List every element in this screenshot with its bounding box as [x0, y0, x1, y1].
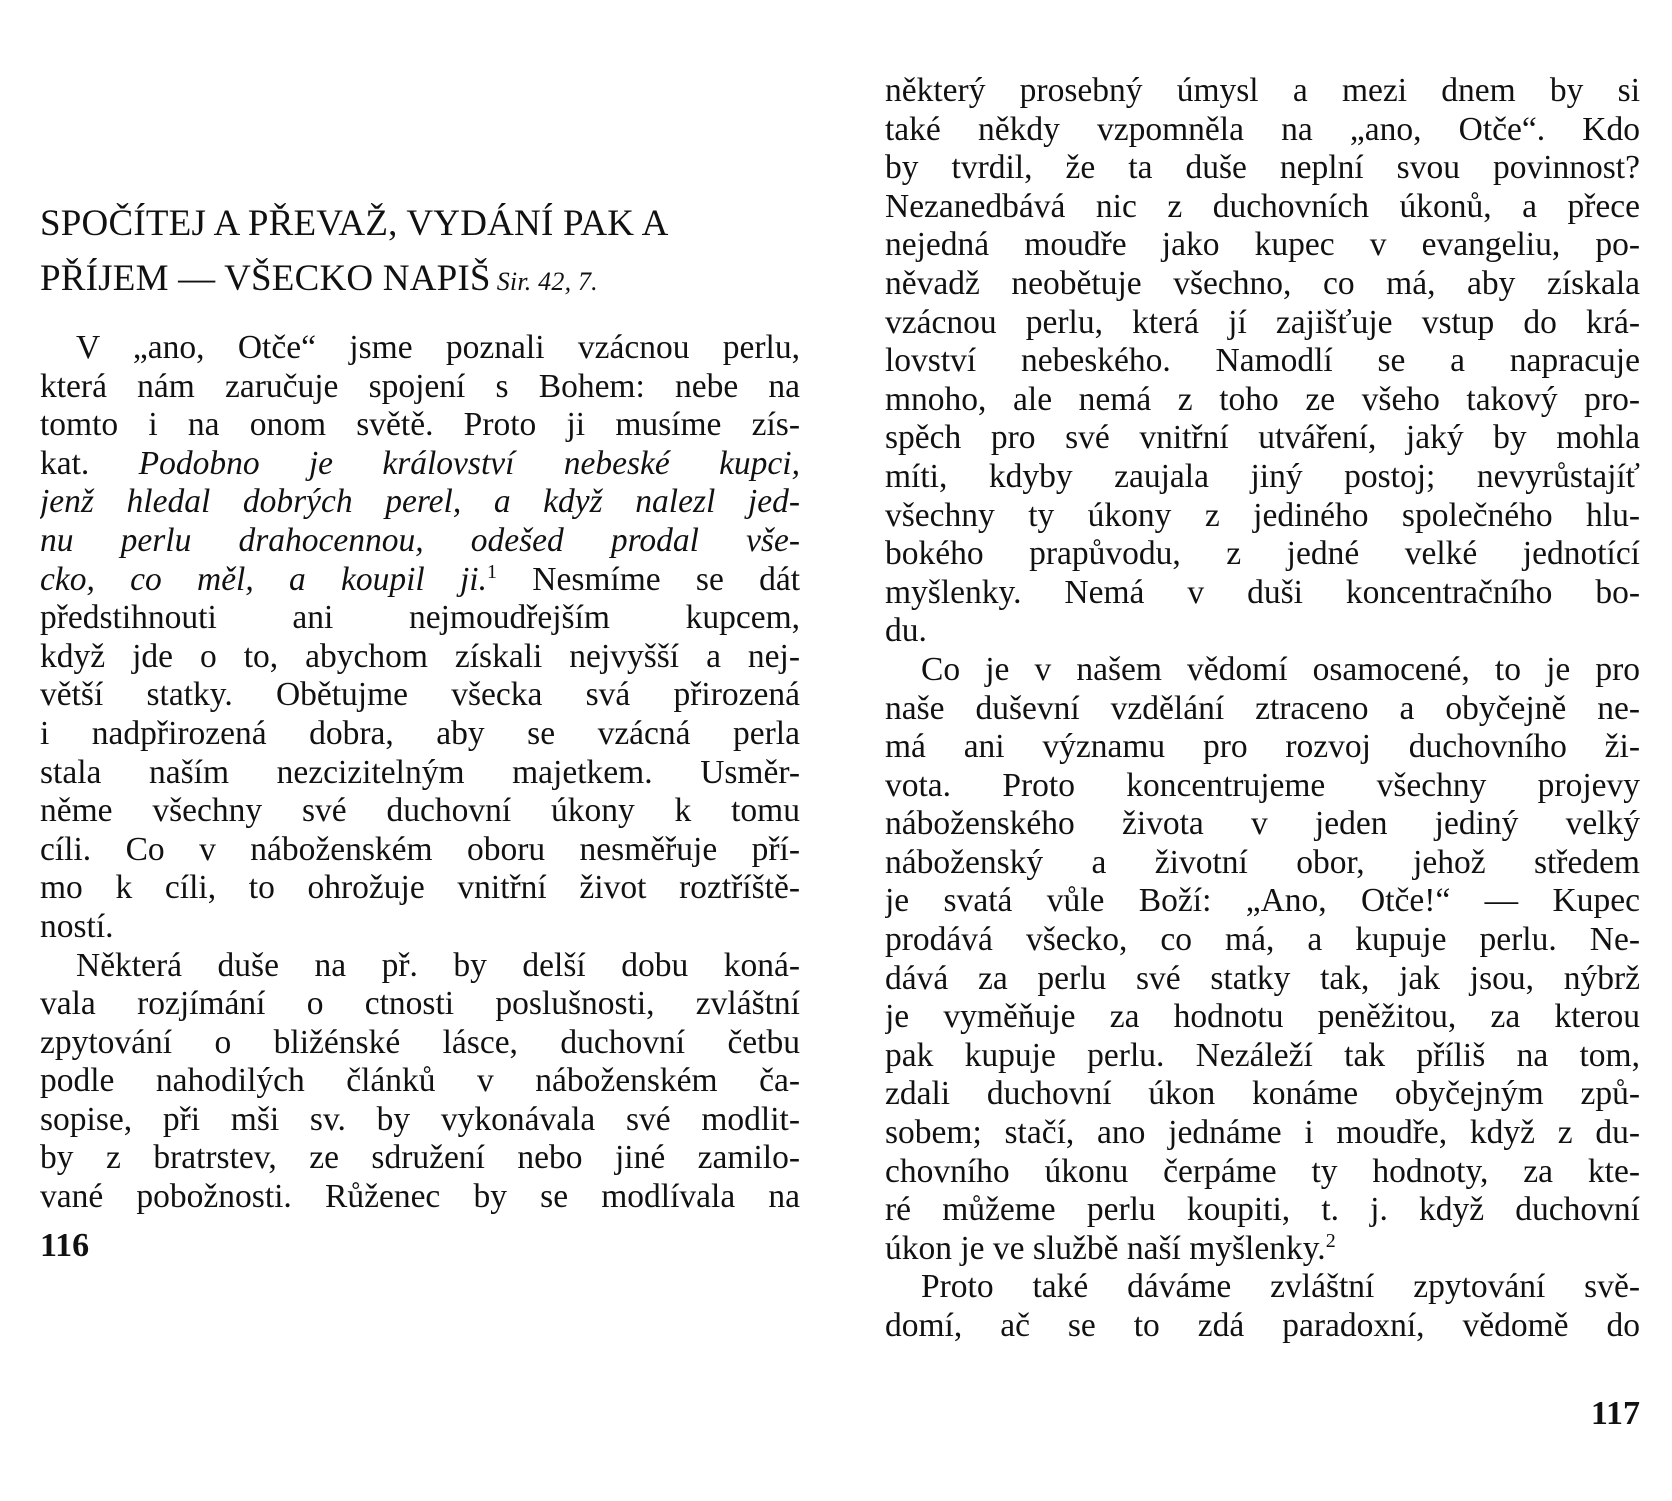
text-segment: něme všechny své duchovní úkony k tomu: [40, 792, 800, 830]
text-segment: mnoho, ale nemá z toho ze všeho takový pro-: [885, 380, 1640, 418]
text-segment: která nám zaručuje spojení s Bohem: nebe na: [40, 367, 800, 405]
text-segment: má ani významu pro rozvoj duchovního ži-: [885, 728, 1640, 766]
text-line: [885, 1114, 1640, 1153]
text-line: [40, 1139, 800, 1178]
text-line: [885, 188, 1640, 227]
text-line: [885, 612, 1640, 651]
text-segment: stala naším nezcizitelným majetkem. Usměr-: [40, 753, 800, 791]
scripture-quote: jenž hledal dobrých perel, a když nalezl jed-: [40, 483, 800, 521]
text-segment: vala rozjímání o ctnosti poslušnosti, zvláštní: [40, 985, 800, 1023]
text-line: [40, 1062, 800, 1101]
text-segment: sobem; stačí, ano jednáme i moudře, když z du-: [885, 1114, 1640, 1152]
text-line: [40, 599, 800, 638]
footnote-marker: 2: [1325, 1229, 1336, 1252]
text-line: [885, 998, 1640, 1037]
text-segment: předstihnouti ani nejmoudřejším kupcem,: [40, 599, 800, 637]
chapter-heading-line-2: PŘÍJEM — VŠECKO NAPIŠ: [40, 258, 491, 299]
text-segment: vané pobožnosti. Růženec by se modlívala na: [40, 1178, 800, 1216]
text-line: [885, 535, 1640, 574]
text-line: [40, 368, 800, 407]
text-line: [885, 921, 1640, 960]
text-segment: mo k cíli, to ohrožuje vnitřní život roztříště-: [40, 869, 800, 907]
text-segment: Nezanedbává nic z duchovních úkonů, a přece: [885, 187, 1640, 225]
text-line: [40, 947, 800, 986]
text-line: [885, 960, 1640, 999]
text-line: [885, 651, 1640, 690]
text-line: [40, 1101, 800, 1140]
text-segment: sopise, při mši sv. by vykonávala své modlit-: [40, 1100, 800, 1138]
text-line: [40, 831, 800, 870]
text-segment: úkon je ve službě naší myšlenky.: [885, 1229, 1326, 1267]
scripture-quote: Podobno je království nebeské kupci,: [138, 444, 800, 482]
text-line: [885, 342, 1640, 381]
text-line: [885, 728, 1640, 767]
text-line: [885, 844, 1640, 883]
text-segment: vzácnou perlu, která jí zajišťuje vstup do krá-: [885, 303, 1640, 341]
right-page-body-text: [885, 72, 1640, 1346]
text-segment: kat.: [40, 444, 139, 482]
text-segment: domí, ač se to zdá paradoxní, vědomě do: [885, 1307, 1640, 1344]
scripture-quote: nu perlu drahocennou, odešed prodal vše-: [40, 521, 800, 559]
text-line: [885, 1230, 1640, 1269]
text-line: [40, 638, 800, 677]
text-segment: Některá duše na př. by delší dobu koná-: [76, 946, 800, 984]
text-segment: by tvrdil, že ta duše neplní svou povinnost?: [885, 149, 1640, 187]
text-segment: větší statky. Obětujme všecka svá přirozená: [40, 676, 800, 714]
text-segment: ré můžeme perlu koupiti, t. j. když duchovní: [885, 1191, 1640, 1229]
text-segment: náboženský a životní obor, jehož středem: [885, 843, 1640, 881]
text-line: [885, 226, 1640, 265]
text-line: [40, 908, 800, 947]
text-segment: i nadpřirozená dobra, aby se vzácná perla: [40, 714, 800, 752]
text-line: [40, 406, 800, 445]
page-number-left: 116: [40, 1227, 90, 1264]
text-line: [885, 805, 1640, 844]
scripture-quote: cko, co měl, a koupil ji.: [40, 560, 487, 598]
text-segment: vota. Proto koncentrujeme všechny projevy: [885, 766, 1640, 804]
text-line: [40, 792, 800, 831]
text-line: [885, 1307, 1640, 1346]
text-line: [40, 985, 800, 1024]
text-line: [40, 561, 800, 600]
text-segment: lovství nebeského. Namodlí se a napracuje: [885, 342, 1640, 380]
text-line: [885, 882, 1640, 921]
text-segment: míti, kdyby zaujala jiný postoj; nevyrůstajíť: [885, 457, 1640, 495]
text-line: [885, 1037, 1640, 1076]
text-line: [40, 1178, 800, 1217]
text-line: [40, 329, 800, 368]
text-segment: všechny ty úkony z jediného společného hlu-: [885, 496, 1640, 534]
text-line: [885, 111, 1640, 150]
scripture-reference: Sir. 42, 7.: [496, 267, 598, 296]
text-line: [885, 265, 1640, 304]
text-segment: chovního úkonu čerpáme ty hodnoty, za kte-: [885, 1152, 1640, 1190]
text-segment: Co je v našem vědomí osamocené, to je pro: [921, 650, 1640, 688]
text-line: [885, 72, 1640, 111]
text-line: [885, 1191, 1640, 1230]
text-segment: některý prosebný úmysl a mezi dnem by si: [885, 72, 1640, 109]
text-line: [885, 574, 1640, 613]
text-line: [885, 149, 1640, 188]
text-segment: pak kupuje perlu. Nezáleží tak příliš na tom,: [885, 1036, 1640, 1074]
text-segment: zpytování o bližénské lásce, duchovní četbu: [40, 1023, 800, 1061]
text-line: [40, 676, 800, 715]
text-line: [40, 1024, 800, 1063]
text-line: [885, 304, 1640, 343]
text-line: [885, 497, 1640, 536]
text-segment: naše duševní vzdělání ztraceno a obyčejně ne-: [885, 689, 1640, 727]
text-segment: tomto i na onom světě. Proto ji musíme zís-: [40, 406, 800, 444]
text-line: [40, 445, 800, 484]
text-line: [40, 754, 800, 793]
text-segment: Proto také dáváme zvláštní zpytování svě-: [921, 1268, 1640, 1306]
text-segment: zdali duchovní úkon konáme obyčejným způ-: [885, 1075, 1640, 1113]
text-segment: je svatá vůle Boží: „Ano, Otče!“ — Kupec: [885, 882, 1640, 920]
text-segment: dává za perlu své statky tak, jak jsou, nýbrž: [885, 959, 1640, 997]
text-segment: také někdy vzpomněla na „ano, Otče“. Kdo: [885, 110, 1640, 148]
text-segment: něvadž neobětuje všechno, co má, aby získala: [885, 264, 1640, 302]
chapter-heading: [40, 196, 800, 309]
text-line: [885, 1268, 1640, 1307]
text-line: [885, 1153, 1640, 1192]
text-line: [885, 690, 1640, 729]
text-line: [885, 458, 1640, 497]
text-segment: prodává všecko, co má, a kupuje perlu. Ne-: [885, 921, 1640, 959]
text-segment: nejedná moudře jako kupec v evangeliu, po-: [885, 226, 1640, 264]
text-segment: by z bratrstev, ze sdružení nebo jiné zamilo-: [40, 1139, 800, 1177]
text-segment: spěch pro své vnitřní utváření, jaký by mohla: [885, 419, 1640, 457]
text-segment: cíli. Co v náboženském oboru nesměřuje pří-: [40, 830, 800, 868]
page-number-right: 117: [1590, 1395, 1640, 1432]
text-segment: je vyměňuje za hodnotu peněžitou, za kterou: [885, 998, 1640, 1036]
text-line: [40, 715, 800, 754]
text-line: [885, 767, 1640, 806]
text-segment: du.: [885, 612, 927, 650]
text-segment: myšlenky. Nemá v duši koncentračního bo-: [885, 573, 1640, 611]
text-line: [885, 381, 1640, 420]
text-line: [40, 483, 800, 522]
left-page-body-text: [40, 329, 800, 1217]
text-segment: Nesmíme se dát: [497, 560, 800, 598]
text-line: [885, 1075, 1640, 1114]
text-segment: bokého prapůvodu, z jedné velké jednotící: [885, 535, 1640, 573]
footnote-marker: 1: [487, 560, 497, 583]
text-segment: podle nahodilých článků v náboženském ča-: [40, 1062, 800, 1100]
text-line: [885, 419, 1640, 458]
text-line: [40, 869, 800, 908]
chapter-heading-line-1: SPOČÍTEJ A PŘEVAŽ, VYDÁNÍ PAK A: [40, 203, 669, 244]
text-segment: náboženského života v jeden jediný velký: [885, 805, 1640, 843]
text-segment: ností.: [40, 907, 114, 945]
text-line: [40, 522, 800, 561]
text-segment: V „ano, Otče“ jsme poznali vzácnou perlu,: [76, 329, 800, 366]
text-segment: když jde o to, abychom získali nejvyšší a nej-: [40, 637, 800, 675]
